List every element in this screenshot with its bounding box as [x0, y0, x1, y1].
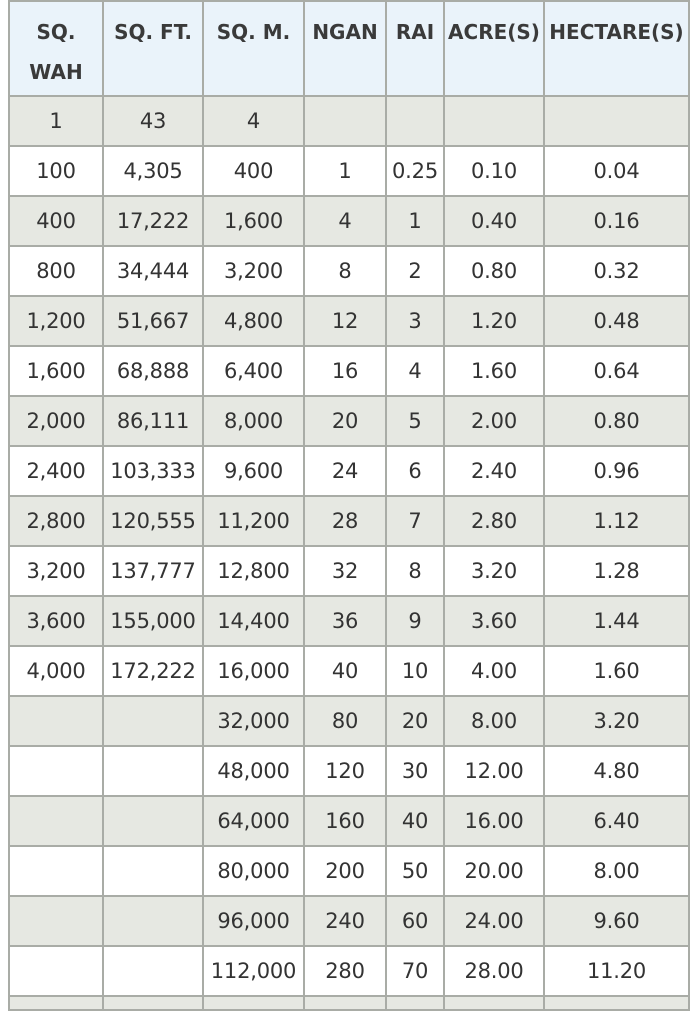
cell-sq-ft: 155,000: [103, 596, 203, 646]
cell-sq-ft: 120,555: [103, 496, 203, 546]
cell-ngan: 8: [304, 246, 386, 296]
cell-sq-ft: 68,888: [103, 346, 203, 396]
cell-sq-ft: [103, 796, 203, 846]
cell-sq-wah: 1,600: [9, 346, 103, 396]
cell-sq-m: 96,000: [203, 896, 304, 946]
cell-ngan: 36: [304, 596, 386, 646]
cell-sq-m: 14,400: [203, 596, 304, 646]
cell-rai: 40: [386, 796, 444, 846]
cell-acres: 1.60: [444, 346, 544, 396]
cell-hectares: 1.12: [544, 496, 689, 546]
table-row: [9, 246, 689, 296]
cell-sq-ft: 4,305: [103, 146, 203, 196]
cell-rai: 6: [386, 446, 444, 496]
cell-acres: 3.20: [444, 546, 544, 596]
cell-acres: [444, 96, 544, 146]
cell-sq-wah: 1: [9, 96, 103, 146]
cell-rai: 9: [386, 596, 444, 646]
cell-acres: 24.00: [444, 896, 544, 946]
table-row: [9, 546, 689, 596]
cell-hectares: 9.60: [544, 896, 689, 946]
cell-sq-wah: 100: [9, 146, 103, 196]
cell-acres: 0.10: [444, 146, 544, 196]
table-row: [9, 196, 689, 246]
cell-sq-m: 32,000: [203, 696, 304, 746]
cell-sq-wah: 3,200: [9, 546, 103, 596]
cell-acres: 12.00: [444, 746, 544, 796]
cell-ngan: 32: [304, 546, 386, 596]
cell-ngan: 160: [304, 796, 386, 846]
cell-sq-m: 4,800: [203, 296, 304, 346]
cell-sq-m: 80,000: [203, 846, 304, 896]
cell-sq-ft: 172,222: [103, 646, 203, 696]
cell-sq-m: 11,200: [203, 496, 304, 546]
cell-hectares: 4.80: [544, 746, 689, 796]
cell-acres: 2.00: [444, 396, 544, 446]
cell-rai: 4: [386, 346, 444, 396]
cell-acres: 0.80: [444, 246, 544, 296]
cell-partial: [444, 996, 544, 1010]
cell-sq-m: 9,600: [203, 446, 304, 496]
cell-hectares: 1.28: [544, 546, 689, 596]
cell-sq-m: 3,200: [203, 246, 304, 296]
cell-hectares: 0.80: [544, 396, 689, 446]
cell-acres: 16.00: [444, 796, 544, 846]
table-row: [9, 396, 689, 446]
cell-sq-wah: 1,200: [9, 296, 103, 346]
cell-hectares: 0.96: [544, 446, 689, 496]
cell-sq-m: 64,000: [203, 796, 304, 846]
cell-ngan: 24: [304, 446, 386, 496]
cell-ngan: 200: [304, 846, 386, 896]
cell-sq-ft: 86,111: [103, 396, 203, 446]
cell-sq-ft: 34,444: [103, 246, 203, 296]
cell-acres: 3.60: [444, 596, 544, 646]
cell-hectares: 0.32: [544, 246, 689, 296]
cell-hectares: 0.64: [544, 346, 689, 396]
cell-acres: 28.00: [444, 946, 544, 996]
cell-sq-wah: [9, 846, 103, 896]
cell-rai: 8: [386, 546, 444, 596]
table-header: [9, 1, 689, 96]
header-sq-wah: SQ. WAH: [9, 1, 103, 96]
header-hectares: HECTARE(S): [544, 1, 689, 96]
cell-sq-wah: [9, 746, 103, 796]
cell-hectares: 3.20: [544, 696, 689, 746]
cell-sq-ft: 51,667: [103, 296, 203, 346]
cell-acres: 8.00: [444, 696, 544, 746]
table-row: [9, 746, 689, 796]
cell-ngan: 12: [304, 296, 386, 346]
table-row-partial: [9, 996, 689, 1010]
table-row: [9, 346, 689, 396]
table-row: [9, 446, 689, 496]
cell-sq-wah: [9, 796, 103, 846]
cell-sq-wah: 2,800: [9, 496, 103, 546]
cell-partial: [544, 996, 689, 1010]
table-row: [9, 696, 689, 746]
cell-sq-ft: 43: [103, 96, 203, 146]
table-row: [9, 96, 689, 146]
cell-rai: 10: [386, 646, 444, 696]
cell-partial: [304, 996, 386, 1010]
cell-sq-ft: [103, 696, 203, 746]
cell-hectares: [544, 96, 689, 146]
cell-sq-wah: [9, 896, 103, 946]
cell-rai: 60: [386, 896, 444, 946]
cell-sq-ft: 17,222: [103, 196, 203, 246]
header-acres: ACRE(S): [444, 1, 544, 96]
cell-ngan: 1: [304, 146, 386, 196]
cell-partial: [103, 996, 203, 1010]
cell-hectares: 6.40: [544, 796, 689, 846]
cell-rai: [386, 96, 444, 146]
cell-sq-m: 6,400: [203, 346, 304, 396]
cell-sq-m: 4: [203, 96, 304, 146]
cell-sq-wah: 3,600: [9, 596, 103, 646]
cell-rai: 7: [386, 496, 444, 546]
cell-rai: 20: [386, 696, 444, 746]
cell-rai: 3: [386, 296, 444, 346]
cell-rai: 2: [386, 246, 444, 296]
cell-ngan: 20: [304, 396, 386, 446]
cell-sq-m: 8,000: [203, 396, 304, 446]
cell-hectares: 1.60: [544, 646, 689, 696]
cell-sq-wah: [9, 696, 103, 746]
table-row: [9, 846, 689, 896]
cell-sq-ft: 103,333: [103, 446, 203, 496]
cell-hectares: 1.44: [544, 596, 689, 646]
cell-acres: 20.00: [444, 846, 544, 896]
table-row: [9, 596, 689, 646]
cell-hectares: 11.20: [544, 946, 689, 996]
table-row: [9, 946, 689, 996]
cell-rai: 0.25: [386, 146, 444, 196]
cell-hectares: 0.04: [544, 146, 689, 196]
header-sq-ft: SQ. FT.: [103, 1, 203, 96]
cell-partial: [9, 996, 103, 1010]
cell-acres: 2.40: [444, 446, 544, 496]
cell-hectares: 0.48: [544, 296, 689, 346]
cell-rai: 5: [386, 396, 444, 446]
cell-acres: 0.40: [444, 196, 544, 246]
table-row: [9, 896, 689, 946]
cell-ngan: 80: [304, 696, 386, 746]
cell-sq-m: 400: [203, 146, 304, 196]
cell-ngan: [304, 96, 386, 146]
table-row: [9, 646, 689, 696]
cell-sq-ft: [103, 896, 203, 946]
cell-sq-ft: [103, 846, 203, 896]
cell-ngan: 28: [304, 496, 386, 546]
cell-rai: 70: [386, 946, 444, 996]
table-row: [9, 146, 689, 196]
cell-ngan: 280: [304, 946, 386, 996]
header-row: [9, 1, 689, 96]
table-row: [9, 296, 689, 346]
cell-sq-ft: 137,777: [103, 546, 203, 596]
header-ngan: NGAN: [304, 1, 386, 96]
cell-partial: [203, 996, 304, 1010]
cell-acres: 2.80: [444, 496, 544, 546]
header-rai: RAI: [386, 1, 444, 96]
conversion-table-container: [8, 0, 688, 1011]
cell-rai: 1: [386, 196, 444, 246]
header-sq-m: SQ. M.: [203, 1, 304, 96]
cell-sq-m: 112,000: [203, 946, 304, 996]
cell-sq-wah: 2,000: [9, 396, 103, 446]
cell-sq-wah: 2,400: [9, 446, 103, 496]
cell-partial: [386, 996, 444, 1010]
cell-rai: 50: [386, 846, 444, 896]
table-body: [9, 96, 689, 1010]
cell-sq-wah: [9, 946, 103, 996]
cell-ngan: 120: [304, 746, 386, 796]
cell-sq-wah: 4,000: [9, 646, 103, 696]
cell-acres: 1.20: [444, 296, 544, 346]
cell-sq-m: 48,000: [203, 746, 304, 796]
table-row: [9, 796, 689, 846]
cell-sq-wah: 800: [9, 246, 103, 296]
cell-sq-wah: 400: [9, 196, 103, 246]
cell-sq-m: 1,600: [203, 196, 304, 246]
cell-sq-ft: [103, 746, 203, 796]
cell-sq-ft: [103, 946, 203, 996]
cell-rai: 30: [386, 746, 444, 796]
cell-sq-m: 16,000: [203, 646, 304, 696]
cell-ngan: 40: [304, 646, 386, 696]
cell-hectares: 0.16: [544, 196, 689, 246]
cell-acres: 4.00: [444, 646, 544, 696]
table-row: [9, 496, 689, 546]
land-area-conversion-table: [8, 0, 690, 1011]
cell-ngan: 240: [304, 896, 386, 946]
cell-ngan: 16: [304, 346, 386, 396]
cell-ngan: 4: [304, 196, 386, 246]
cell-hectares: 8.00: [544, 846, 689, 896]
cell-sq-m: 12,800: [203, 546, 304, 596]
